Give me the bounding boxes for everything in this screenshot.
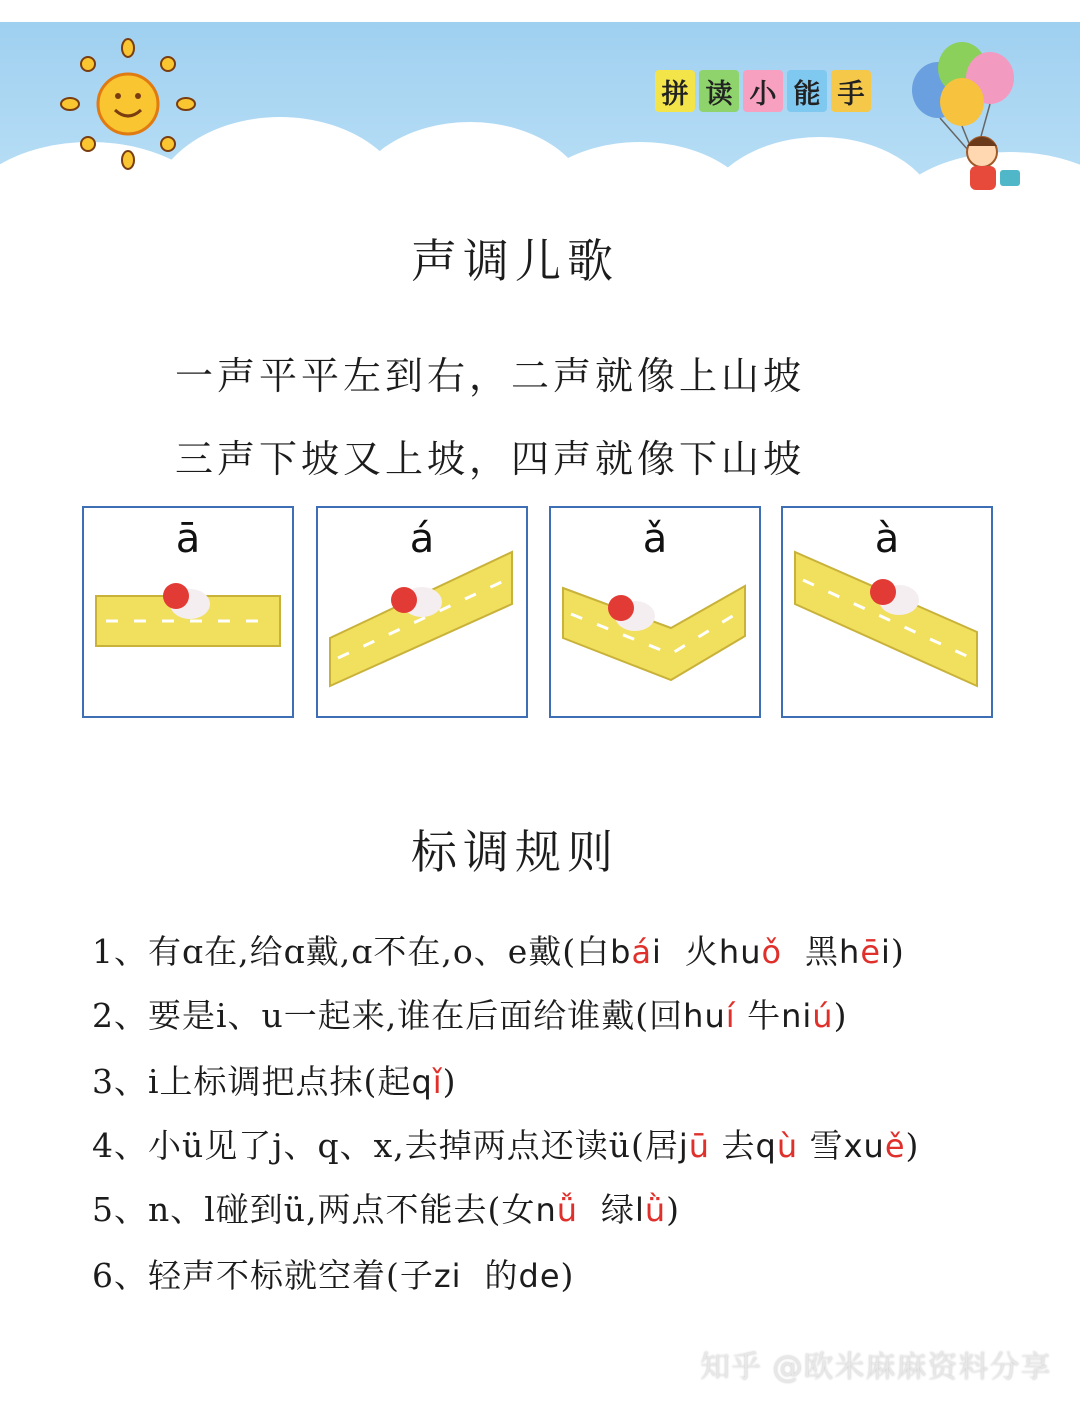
badge-char: 小	[743, 70, 783, 112]
tone-card-4	[781, 506, 993, 718]
rules-title: 标调规则	[411, 825, 619, 879]
rule-2: 2、要是i、u一起来,谁在后面给谁戴(回huí 牛niú)	[92, 996, 848, 1035]
tone-card-3	[549, 506, 761, 718]
road-rising-icon	[318, 508, 526, 716]
tone-card-1	[82, 506, 294, 718]
song-line-1: 一声平平左到右，二声就像上山坡	[175, 354, 806, 398]
badge-char: 拼	[655, 70, 695, 112]
rule-5: 5、n、l碰到ü,两点不能去(女nǚ 绿lǜ)	[92, 1190, 681, 1229]
tone-card-2	[316, 506, 528, 718]
tone-mark: ā	[175, 516, 201, 562]
song-title: 声调儿歌	[411, 234, 619, 288]
road-dip-icon	[551, 508, 759, 716]
rule-3: 3、i上标调把点抹(起qǐ)	[92, 1062, 457, 1101]
badge-char: 能	[787, 70, 827, 112]
rule-6: 6、轻声不标就空着(子zi 的de)	[92, 1256, 575, 1295]
tone-mark: ǎ	[642, 516, 668, 562]
sun-icon	[58, 36, 198, 171]
badge-char: 读	[699, 70, 739, 112]
tone-mark: à	[874, 516, 900, 562]
balloon-girl-icon	[900, 40, 1040, 205]
road-flat-icon	[84, 508, 292, 716]
header-badge	[655, 70, 871, 112]
song-line-2: 三声下坡又上坡，四声就像下山坡	[175, 437, 806, 481]
rule-1: 1、有ɑ在,给ɑ戴,ɑ不在,o、e戴(白bái 火huǒ 黑hēi)	[92, 932, 905, 971]
badge-char: 手	[831, 70, 871, 112]
tone-mark: á	[409, 516, 435, 562]
road-falling-icon	[783, 508, 991, 716]
rule-4: 4、小ü见了j、q、x,去掉两点还读ü(居jū 去qù 雪xuě)	[92, 1126, 920, 1165]
watermark: 知乎 @欧米麻麻资料分享	[700, 1350, 1052, 1385]
